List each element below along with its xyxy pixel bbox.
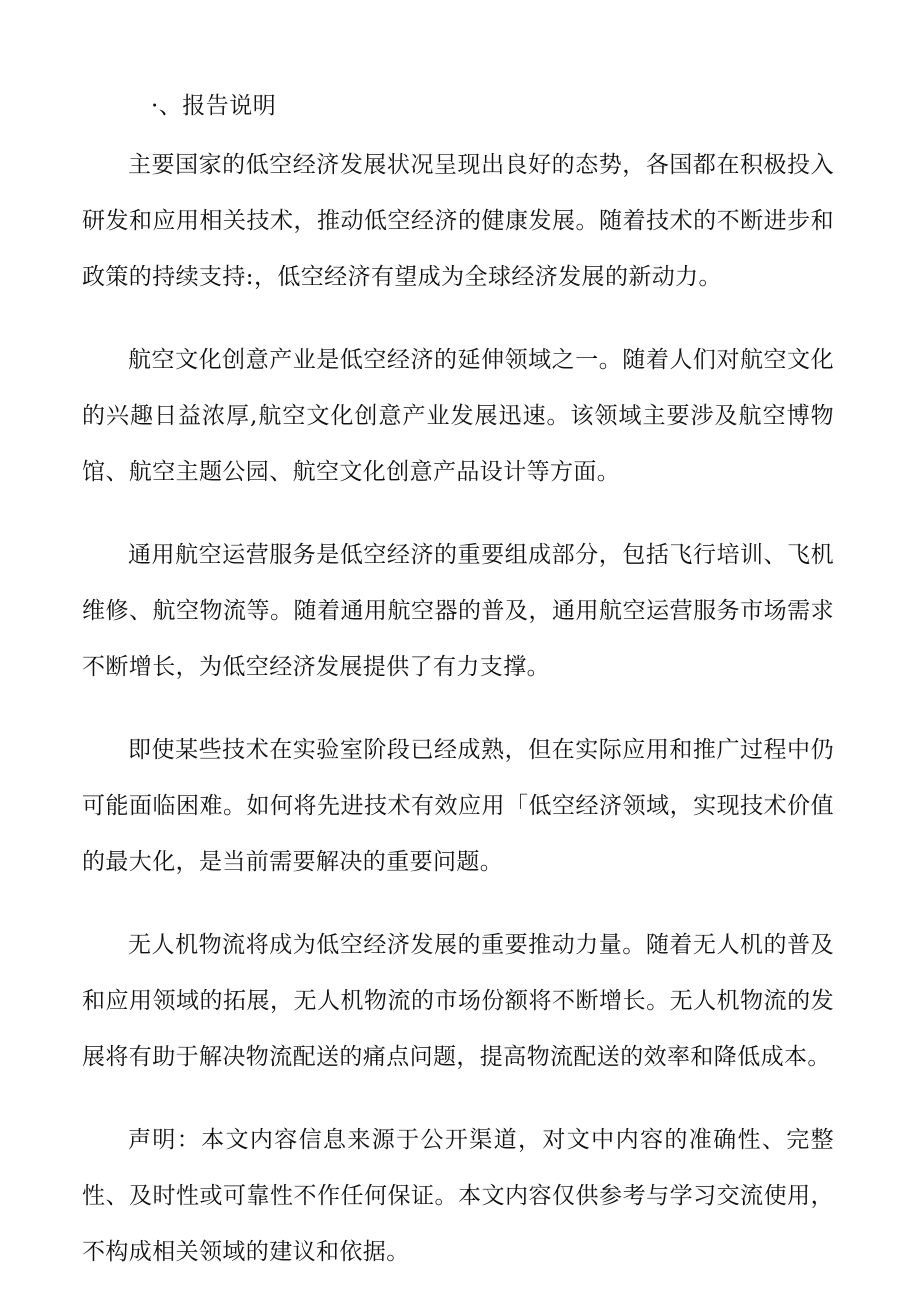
paragraph-3: 通用航空运营服务是低空经济的重要组成部分，包括飞行培训、飞机维修、航空物流等。随着通用航空器的普及，通用航空运营服务市场需求不断增长，为低空经济发展提供了有力支撑。 xyxy=(82,542,834,680)
section-heading: ·、报告说明 xyxy=(151,93,277,119)
paragraph-4: 即使某些技术在实验室阶段已经成熟，但在实际应用和推广过程中仍可能面临困难。如何将先进技术有效应用「低空经济领域，实现技术价值的最大化，是当前需要解决的重要问题。 xyxy=(82,737,834,875)
paragraph-5: 无人机物流将成为低空经济发展的重要推动力量。随着无人机的普及和应用领域的拓展，无人机物流的市场份额将不断增长。无人机物流的发展将有助于解决物流配送的痛点问题，提高物流配送的效率和降低成本。 xyxy=(82,932,834,1070)
document-body xyxy=(82,137,834,1307)
disclaimer-paragraph: 声明：本文内容信息来源于公开渠道，对文中内容的准确性、完整性、及时性或可靠性不作任何保证。本文内容仅供参考与学习交流使用，不构成相关领域的建议和依据。 xyxy=(82,1127,834,1265)
paragraph-2: 航空文化创意产业是低空经济的延伸领域之一。随着人们对航空文化的兴趣日益浓厚,航空文化创意产业发展迅速。该领域主要涉及航空博物馆、航空主题公园、航空文化创意产品设计等方面。 xyxy=(82,347,834,485)
paragraph-1: 主要国家的低空经济发展状况呈现出良好的态势，各国都在积极投入研发和应用相关技术，推动低空经济的健康发展。随着技术的不断进步和政策的持续支持:，低空经济有望成为全球经济发展的新动力。 xyxy=(82,152,834,290)
